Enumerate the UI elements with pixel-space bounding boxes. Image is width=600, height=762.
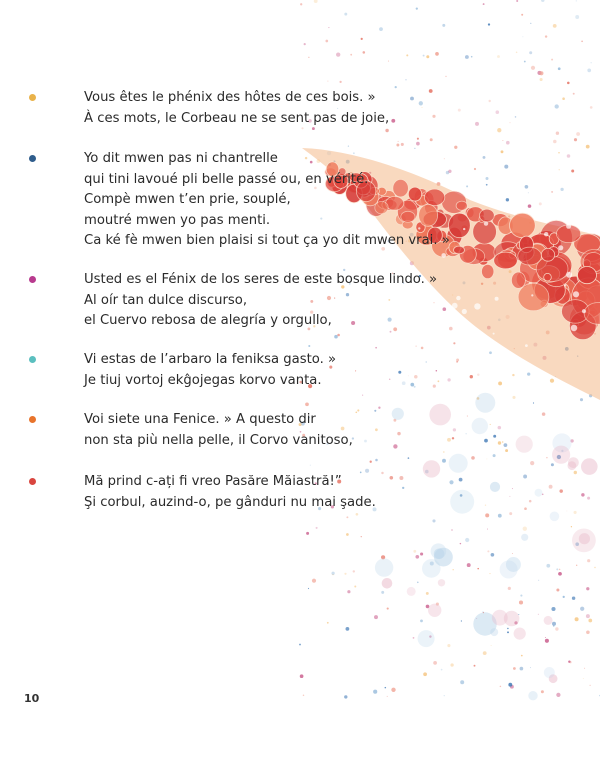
- paint-speckle: [483, 651, 487, 655]
- bullet-dot-icon: [29, 276, 36, 283]
- paint-speckle: [562, 97, 565, 100]
- paint-speckle: [576, 132, 580, 136]
- paint-speckle: [418, 630, 435, 647]
- paint-speckle: [468, 338, 472, 342]
- paint-speckle: [519, 600, 523, 604]
- verse-line: Compè mwen t’en prie, souplé,: [84, 192, 291, 207]
- paint-speckle: [492, 610, 508, 626]
- paint-speckle: [581, 458, 598, 475]
- paint-speckle: [516, 52, 518, 54]
- paint-speckle: [344, 13, 347, 16]
- stanza-creole: [84, 149, 524, 252]
- paint-speckle: [491, 645, 492, 646]
- paint-speckle: [308, 345, 310, 347]
- paint-speckle: [441, 253, 446, 258]
- paint-speckle: [520, 667, 524, 671]
- paint-speckle: [420, 619, 423, 622]
- paint-speckle: [575, 617, 579, 621]
- paint-speckle: [539, 71, 543, 75]
- paint-speckle: [405, 79, 406, 80]
- paint-speckle: [524, 507, 527, 510]
- paint-speckle: [375, 558, 393, 576]
- paint-speckle: [556, 588, 559, 591]
- paint-speckle: [551, 607, 555, 611]
- paint-speckle: [406, 54, 408, 56]
- paint-speckle: [584, 668, 585, 669]
- paint-speckle: [426, 55, 429, 58]
- paint-speckle: [528, 691, 537, 700]
- paint-speckle: [487, 550, 489, 552]
- paint-speckle: [325, 40, 328, 43]
- stanza-italian: [84, 410, 524, 451]
- paint-speckle: [388, 61, 389, 62]
- paint-speckle: [558, 67, 561, 70]
- paint-speckle: [336, 52, 340, 56]
- paint-speckle: [413, 637, 415, 639]
- paint-speckle: [421, 347, 424, 350]
- paint-speckle: [529, 500, 532, 503]
- paint-speckle: [559, 569, 561, 571]
- paint-speckle: [420, 552, 423, 555]
- paint-speckle: [586, 614, 590, 618]
- paint-speckle: [546, 564, 550, 568]
- paint-speckle: [374, 615, 378, 619]
- paint-speckle: [327, 81, 328, 82]
- paint-speckle: [586, 587, 589, 590]
- paint-speckle: [497, 55, 500, 58]
- paint-speckle: [465, 55, 469, 59]
- paint-speckle: [347, 590, 350, 593]
- paint-speckle: [502, 140, 503, 141]
- paint-speckle: [477, 568, 479, 570]
- bullet-dot-icon: [29, 416, 36, 423]
- paint-speckle: [520, 595, 522, 597]
- paint-speckle: [521, 534, 528, 541]
- paint-speckle: [494, 252, 518, 269]
- paint-speckle: [453, 342, 455, 344]
- paint-speckle: [308, 588, 309, 589]
- paint-speckle: [362, 395, 363, 396]
- paint-speckle: [379, 27, 383, 31]
- paint-speckle: [434, 548, 453, 567]
- paint-speckle: [566, 224, 571, 229]
- paint-speckle: [530, 461, 534, 465]
- paint-speckle: [558, 152, 559, 153]
- bullet-dot-icon: [29, 478, 36, 485]
- paint-speckle: [306, 532, 309, 535]
- paint-speckle: [545, 35, 547, 37]
- paint-speckle: [385, 687, 387, 689]
- paint-speckle: [587, 69, 591, 73]
- paint-speckle: [500, 561, 518, 579]
- paint-speckle: [551, 191, 553, 193]
- paint-speckle: [350, 54, 352, 56]
- paint-speckle: [361, 536, 362, 537]
- verse-line: Je tiuj vortoj ekĝojegas korvo vanta.: [84, 372, 322, 388]
- paint-speckle: [574, 511, 577, 514]
- paint-speckle: [539, 202, 542, 205]
- paint-speckle: [474, 665, 476, 667]
- paint-speckle: [567, 82, 570, 85]
- paint-speckle: [408, 457, 410, 459]
- paint-speckle: [567, 511, 568, 512]
- bullet-dot-icon: [29, 155, 36, 162]
- paint-speckle: [545, 637, 546, 638]
- paint-speckle: [498, 514, 502, 518]
- paint-speckle: [465, 538, 469, 542]
- paint-speckle: [303, 695, 305, 697]
- verse-line: Yo dit mwen pas ni chantrelle: [84, 151, 278, 166]
- paint-speckle: [559, 169, 560, 170]
- paint-speckle: [594, 567, 595, 568]
- paint-speckle: [486, 458, 487, 459]
- paint-speckle: [438, 579, 445, 586]
- paint-speckle: [488, 23, 490, 25]
- paint-speckle: [574, 471, 577, 474]
- paint-speckle: [354, 585, 356, 587]
- paint-speckle: [433, 661, 437, 665]
- paint-speckle: [545, 639, 549, 643]
- paint-speckle: [551, 463, 554, 466]
- paint-speckle: [564, 285, 566, 287]
- paint-speckle: [524, 61, 526, 63]
- paint-speckle: [553, 140, 557, 144]
- paint-speckle: [416, 142, 420, 146]
- paint-speckle: [521, 14, 523, 16]
- paint-speckle: [558, 245, 563, 250]
- paint-speckle: [415, 555, 419, 559]
- paint-speckle: [356, 513, 359, 516]
- paint-speckle: [587, 559, 590, 562]
- paint-speckle: [373, 690, 377, 694]
- paint-speckle: [467, 563, 471, 567]
- paint-speckle: [581, 493, 584, 496]
- paint-speckle: [385, 129, 388, 132]
- paint-speckle: [535, 489, 543, 497]
- paint-speckle: [304, 43, 306, 45]
- paint-speckle: [525, 344, 528, 347]
- paint-speckle: [445, 76, 446, 77]
- paint-speckle: [581, 40, 583, 42]
- stanza-romanian: [84, 472, 524, 513]
- paint-speckle: [533, 402, 534, 403]
- paint-speckle: [493, 454, 496, 457]
- paint-speckle: [308, 57, 309, 58]
- paint-speckle: [552, 446, 570, 464]
- paint-speckle: [334, 335, 338, 339]
- paint-speckle: [550, 379, 554, 383]
- paint-speckle: [426, 592, 429, 595]
- paint-speckle: [578, 267, 597, 284]
- paint-speckle: [568, 457, 579, 468]
- paint-speckle: [314, 0, 318, 3]
- paint-speckle: [299, 644, 301, 646]
- verse-line: el Cuervo rebosa de alegría y orgullo,: [84, 313, 332, 328]
- paint-speckle: [556, 568, 558, 570]
- paint-speckle: [571, 526, 572, 527]
- paint-speckle: [551, 59, 553, 61]
- verse-line: non sta più nella pelle, il Corvo vanitoso,: [84, 432, 353, 448]
- paint-speckle: [586, 145, 590, 149]
- paint-speckle: [490, 628, 498, 636]
- paint-speckle: [541, 0, 544, 2]
- paint-speckle: [423, 55, 425, 57]
- paint-speckle: [432, 519, 435, 522]
- verse-line: Vi estas de l’arbaro la feniksa gasto. »: [84, 352, 337, 367]
- verse-line: Al oír tan dulce discurso,: [84, 292, 248, 308]
- paint-speckle: [531, 66, 535, 70]
- paint-speckle: [493, 333, 495, 335]
- paint-speckle: [522, 36, 523, 37]
- paint-speckle: [401, 143, 404, 146]
- paint-speckle: [387, 608, 389, 610]
- paint-speckle: [361, 38, 363, 40]
- paint-speckle: [382, 578, 393, 589]
- paint-speckle: [563, 596, 565, 598]
- page-number: 10: [24, 692, 40, 705]
- paint-speckle: [305, 402, 309, 406]
- paint-speckle: [555, 104, 559, 108]
- paint-speckle: [300, 674, 304, 678]
- paint-speckle: [344, 695, 347, 698]
- paint-speckle: [487, 529, 488, 530]
- paint-speckle: [485, 513, 489, 517]
- paint-speckle: [375, 459, 378, 462]
- paint-speckle: [544, 616, 553, 625]
- paint-speckle: [552, 622, 556, 626]
- paint-speckle: [339, 81, 341, 83]
- paint-speckle: [415, 345, 416, 346]
- paint-speckle: [538, 614, 539, 615]
- paint-speckle: [442, 459, 446, 463]
- paint-speckle: [571, 325, 578, 332]
- paint-speckle: [556, 132, 559, 135]
- paint-speckle: [413, 550, 416, 553]
- paint-speckle: [529, 51, 532, 54]
- paint-speckle: [560, 188, 563, 191]
- verse-line: Ca ké fè mwen bien plaisi si tout ça yo dit mwen vrai. »: [84, 233, 450, 248]
- paint-speckle: [572, 596, 575, 599]
- paint-speckle: [508, 683, 512, 687]
- paint-speckle: [516, 0, 518, 2]
- paint-speckle: [396, 144, 399, 147]
- paint-speckle: [416, 7, 418, 9]
- paint-speckle: [398, 141, 399, 142]
- paint-speckle: [353, 570, 355, 572]
- paint-speckle: [337, 334, 340, 337]
- paint-speckle: [346, 533, 349, 536]
- verse-line: Mă prind c-ați fi vreo Pasăre Măiastră!”: [84, 474, 342, 489]
- paint-speckle: [580, 607, 584, 611]
- paint-speckle: [346, 516, 348, 518]
- paint-speckle: [443, 451, 445, 453]
- paint-speckle: [556, 693, 560, 697]
- paint-speckle: [489, 573, 490, 574]
- paint-speckle: [378, 407, 380, 409]
- paint-speckle: [576, 565, 577, 566]
- paint-speckle: [417, 138, 419, 140]
- verse-line: qui tini lavoué pli belle passé ou, en vérité.: [84, 171, 369, 187]
- paint-speckle: [435, 52, 439, 56]
- paint-speckle: [370, 461, 372, 463]
- paint-speckle: [483, 3, 485, 5]
- paint-speckle: [583, 678, 584, 679]
- paint-speckle: [541, 690, 544, 693]
- paint-speckle: [523, 527, 527, 531]
- paint-speckle: [506, 141, 510, 145]
- paint-speckle: [541, 248, 554, 261]
- paint-speckle: [544, 273, 552, 281]
- paint-speckle: [566, 272, 572, 278]
- paint-speckle: [550, 512, 560, 522]
- verse-line: Şi corbul, auzind-o, pe gânduri nu mai şade.: [84, 494, 376, 510]
- paint-speckle: [442, 24, 445, 27]
- paint-speckle: [580, 398, 583, 401]
- paint-speckle: [417, 582, 419, 584]
- paint-speckle: [507, 628, 508, 629]
- paint-speckle: [528, 192, 529, 193]
- paint-speckle: [512, 396, 515, 399]
- bullet-dot-icon: [29, 94, 36, 101]
- paint-speckle: [444, 695, 445, 696]
- paint-speckle: [591, 62, 592, 63]
- paint-speckle: [553, 24, 557, 28]
- paint-speckle: [507, 631, 509, 633]
- verse-line: Usted es el Fénix de los seres de este bosque lindo. »: [84, 272, 438, 287]
- paint-speckle: [544, 232, 548, 236]
- verse-line: Vous êtes le phénix des hôtes de ces bois. »: [84, 90, 376, 105]
- stanza-esperanto: [84, 350, 524, 391]
- paint-speckle: [575, 15, 579, 19]
- paint-speckle: [491, 553, 495, 557]
- verse-line: Voi siete una Fenice. » A questo dir: [84, 412, 316, 427]
- paint-speckle: [471, 56, 473, 58]
- paint-speckle: [300, 3, 302, 5]
- paint-speckle: [528, 204, 532, 208]
- paint-speckle: [549, 485, 553, 489]
- paint-speckle: [546, 457, 548, 459]
- paint-speckle: [513, 667, 516, 670]
- paint-speckle: [544, 667, 555, 678]
- stanza-spanish: [84, 270, 524, 332]
- paint-speckle: [508, 587, 511, 590]
- paint-speckle: [375, 347, 377, 349]
- paint-speckle: [576, 0, 577, 1]
- paint-speckle: [558, 572, 562, 576]
- paint-speckle: [555, 627, 558, 630]
- paint-speckle: [316, 527, 318, 529]
- paint-speckle: [569, 661, 571, 663]
- paint-speckle: [344, 573, 346, 575]
- stanza-french: [84, 88, 524, 129]
- paint-speckle: [363, 51, 366, 54]
- paint-speckle: [538, 580, 539, 581]
- paint-speckle: [590, 106, 593, 109]
- paint-speckle: [582, 309, 586, 313]
- paint-speckle: [521, 655, 523, 657]
- paint-speckle: [387, 696, 388, 697]
- paint-speckle: [430, 138, 433, 141]
- paint-speckle: [590, 685, 591, 686]
- paint-speckle: [441, 669, 443, 671]
- paint-speckle: [567, 154, 571, 158]
- verse-line: À ces mots, le Corbeau ne se sent pas de joie,: [84, 110, 390, 126]
- paint-speckle: [530, 667, 531, 668]
- paint-speckle: [348, 145, 349, 146]
- paint-speckle: [447, 644, 450, 647]
- paint-speckle: [460, 680, 464, 684]
- paint-speckle: [574, 138, 577, 141]
- paint-speckle: [450, 663, 453, 666]
- paint-speckle: [573, 93, 575, 95]
- paint-speckle: [525, 185, 529, 189]
- paint-speckle: [471, 456, 475, 460]
- paint-speckle: [451, 529, 453, 531]
- paint-speckle: [461, 620, 462, 621]
- paint-speckle: [573, 291, 579, 297]
- paint-speckle: [512, 553, 513, 554]
- paint-speckle: [514, 628, 526, 640]
- paint-speckle: [571, 170, 574, 173]
- paint-speckle: [559, 489, 562, 492]
- paint-speckle: [460, 543, 461, 544]
- paint-speckle: [407, 587, 416, 596]
- paint-speckle: [452, 569, 453, 570]
- paint-speckle: [530, 23, 531, 24]
- paint-speckle: [449, 454, 468, 473]
- paint-speckle: [391, 688, 395, 692]
- paint-speckle: [553, 626, 554, 627]
- paint-speckle: [531, 294, 533, 296]
- paint-speckle: [423, 672, 427, 676]
- paint-speckle: [500, 686, 502, 688]
- paint-speckle: [588, 619, 592, 623]
- paint-speckle: [579, 533, 590, 544]
- paint-speckle: [587, 497, 590, 500]
- paint-speckle: [346, 627, 350, 631]
- verse-line: moutré mwen yo pas menti.: [84, 212, 271, 228]
- paint-speckle: [540, 78, 543, 81]
- paint-speckle: [527, 372, 530, 375]
- paint-speckle: [312, 579, 316, 583]
- paint-speckle: [327, 622, 329, 624]
- paint-speckle: [542, 412, 546, 416]
- paint-speckle: [586, 631, 590, 635]
- paint-speckle: [310, 465, 311, 466]
- paint-speckle: [381, 591, 384, 594]
- paint-speckle: [328, 27, 329, 28]
- paint-speckle: [331, 572, 334, 575]
- bullet-dot-icon: [29, 356, 36, 363]
- paint-speckle: [428, 604, 441, 617]
